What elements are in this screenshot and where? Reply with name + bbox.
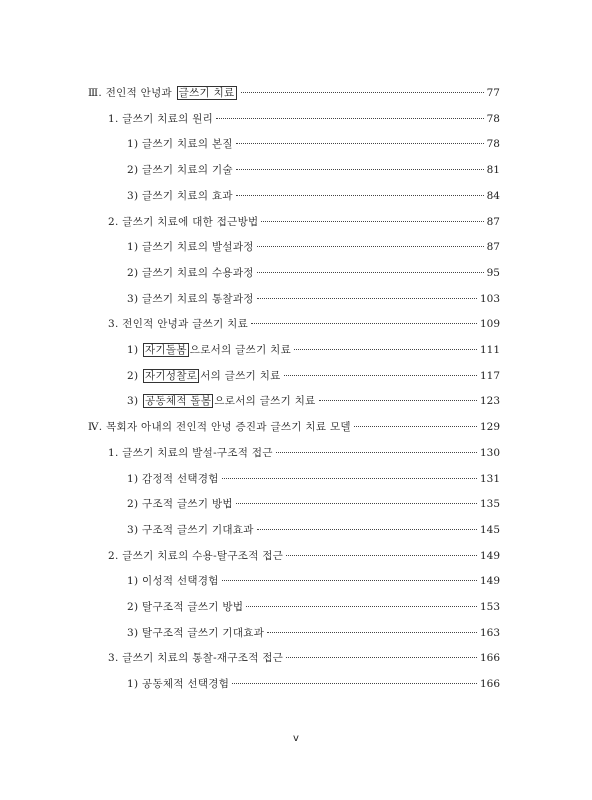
toc-entry-title bbox=[127, 189, 233, 203]
toc-entry-page-number: 109 bbox=[479, 318, 500, 330]
toc-entry-title-text: 1) 글쓰기 치료의 본질 bbox=[127, 138, 233, 150]
page-number: v bbox=[293, 733, 299, 744]
toc-entry-title-text: Ⅳ. 목회자 아내의 전인적 안녕 증진과 글쓰기 치료 모델 bbox=[88, 421, 351, 433]
toc-entry-title-text: 1) 감정적 선택경험 bbox=[127, 473, 219, 485]
toc-entry-page-number: 129 bbox=[479, 421, 500, 433]
toc-entry-page-number: 135 bbox=[479, 498, 500, 510]
toc-entry-title-suffix: 서의 글쓰기 치료 bbox=[200, 370, 281, 382]
toc-entry-title-text: 2) 구조적 글쓰기 방법 bbox=[127, 498, 233, 510]
dot-leader bbox=[216, 118, 484, 119]
dot-leader bbox=[354, 426, 477, 427]
toc-entry bbox=[127, 369, 500, 383]
toc-entry-title bbox=[108, 549, 283, 563]
dot-leader bbox=[257, 298, 477, 299]
toc-entry-title bbox=[127, 600, 243, 614]
dot-leader bbox=[251, 323, 477, 324]
toc-entry-title-text: 2) 글쓰기 치료의 기술 bbox=[127, 164, 233, 176]
toc-entry-title bbox=[88, 420, 351, 434]
toc-entry-page-number: 87 bbox=[486, 241, 500, 253]
toc-entry bbox=[127, 523, 500, 537]
dot-leader bbox=[236, 169, 484, 170]
toc-entry-title bbox=[108, 215, 258, 229]
toc-entry-title-text: 3) 글쓰기 치료의 통찰과정 bbox=[127, 293, 254, 305]
toc-entry-title-text: 3) 글쓰기 치료의 효과 bbox=[127, 190, 233, 202]
dot-leader bbox=[232, 683, 477, 684]
toc-entry-title-text: 1. 글쓰기 치료의 원리 bbox=[108, 113, 214, 125]
toc-entry-title-text: 2) 글쓰기 치료의 수용과정 bbox=[127, 267, 254, 279]
toc-entry-page-number: 163 bbox=[479, 627, 500, 639]
toc-entry-page-number: 95 bbox=[486, 267, 500, 279]
toc-entry-page-number: 131 bbox=[479, 473, 500, 485]
toc-entry-page-number: 166 bbox=[479, 678, 500, 690]
toc-entry-title bbox=[127, 497, 233, 511]
toc-entry bbox=[108, 112, 500, 126]
toc-entry-title bbox=[127, 266, 254, 280]
toc-entry bbox=[127, 343, 500, 357]
toc-entry-page-number: 117 bbox=[479, 370, 500, 382]
toc-entry bbox=[108, 317, 500, 331]
toc-entry bbox=[108, 549, 500, 563]
toc-entry-title bbox=[108, 112, 213, 126]
toc-entry-page-number: 77 bbox=[486, 87, 500, 99]
toc-entry bbox=[127, 677, 500, 691]
toc-entry-page-number: 87 bbox=[486, 216, 500, 228]
toc-entry bbox=[127, 240, 500, 254]
toc-entry-title-text: 3) bbox=[127, 395, 143, 407]
toc-entry-title-text: Ⅲ. 전인적 안녕과 bbox=[88, 87, 176, 99]
toc-entry-page-number: 123 bbox=[479, 395, 500, 407]
toc-entry-title-text: 1. 글쓰기 치료의 발설-구조적 접근 bbox=[108, 447, 273, 459]
toc-entry-title-text: 3. 전인적 안녕과 글쓰기 치료 bbox=[108, 318, 249, 330]
toc-entry bbox=[127, 626, 500, 640]
dot-leader bbox=[261, 221, 483, 222]
toc-entry bbox=[88, 420, 500, 434]
dot-leader bbox=[236, 143, 484, 144]
toc-entry-page-number: 153 bbox=[479, 601, 500, 613]
toc-entry bbox=[108, 651, 500, 665]
toc-entry bbox=[127, 292, 500, 306]
toc-entry-title bbox=[127, 343, 291, 357]
toc-entry-title-text: 1) 이성적 선택경험 bbox=[127, 575, 219, 587]
toc-entry-title bbox=[127, 677, 229, 691]
toc-entry-boxed-text: 자기성찰로 bbox=[145, 370, 198, 382]
toc-entry-boxed-text: 글쓰기 치료 bbox=[178, 87, 235, 99]
dot-leader bbox=[286, 657, 477, 658]
toc-entry bbox=[127, 497, 500, 511]
toc-entry-title-text: 2) 탈구조적 글쓰기 방법 bbox=[127, 601, 244, 613]
dot-leader bbox=[294, 349, 477, 350]
toc-entry bbox=[108, 446, 500, 460]
toc-entry bbox=[127, 600, 500, 614]
toc-entry-page-number: 149 bbox=[479, 550, 500, 562]
toc-entry bbox=[127, 472, 500, 486]
toc-entry-title bbox=[108, 651, 283, 665]
dot-leader bbox=[257, 529, 477, 530]
toc-entry-title-text: 2) bbox=[127, 370, 143, 382]
toc-entry-title bbox=[127, 137, 233, 151]
toc-entry-title-suffix: 으로서의 글쓰기 치료 bbox=[189, 344, 292, 356]
toc-entry-title bbox=[127, 394, 316, 408]
dot-leader bbox=[286, 555, 477, 556]
toc-entry-title bbox=[88, 86, 238, 100]
dot-leader bbox=[257, 272, 484, 273]
dot-leader bbox=[284, 375, 477, 376]
toc-entry-title-text: 1) bbox=[127, 344, 143, 356]
dot-leader bbox=[257, 246, 484, 247]
toc-entry-page-number: 78 bbox=[486, 113, 500, 125]
toc-entry bbox=[127, 189, 500, 203]
toc-entry bbox=[127, 163, 500, 177]
dot-leader bbox=[267, 632, 477, 633]
toc-entry-page-number: 78 bbox=[486, 138, 500, 150]
dot-leader bbox=[236, 195, 484, 196]
toc-entry-title bbox=[127, 292, 254, 306]
toc-entry-title bbox=[108, 446, 273, 460]
toc-entry bbox=[88, 86, 500, 100]
toc-entry-title-suffix: 으로서의 글쓰기 치료 bbox=[214, 395, 316, 407]
toc-entry-boxed-text: 공동체적 돌봄 bbox=[145, 395, 212, 407]
toc-entry-title bbox=[127, 240, 254, 254]
toc-entry-page-number: 166 bbox=[479, 652, 500, 664]
toc-entry-title bbox=[127, 574, 219, 588]
dot-leader bbox=[319, 400, 477, 401]
toc-entry-title bbox=[127, 626, 264, 640]
toc-entry-title-text: 3) 구조적 글쓰기 기대효과 bbox=[127, 524, 254, 536]
toc-entry bbox=[108, 215, 500, 229]
toc-entry-page-number: 111 bbox=[479, 344, 500, 356]
toc-entry-title-text: 2. 글쓰기 치료에 대한 접근방법 bbox=[108, 216, 259, 228]
toc-entry-title bbox=[127, 163, 233, 177]
toc-entry-page-number: 130 bbox=[479, 447, 500, 459]
toc-entry-title bbox=[108, 317, 248, 331]
toc-entry-title-text: 1) 글쓰기 치료의 발설과정 bbox=[127, 241, 254, 253]
toc-entry-page-number: 84 bbox=[486, 190, 500, 202]
toc-entry bbox=[127, 394, 500, 408]
toc-entry-title-text: 3. 글쓰기 치료의 통찰-재구조적 접근 bbox=[108, 652, 284, 664]
toc-entry-title-text: 3) 탈구조적 글쓰기 기대효과 bbox=[127, 627, 265, 639]
toc-entry-title bbox=[127, 369, 281, 383]
toc-entry-page-number: 149 bbox=[479, 575, 500, 587]
toc-entry bbox=[127, 266, 500, 280]
dot-leader bbox=[276, 452, 477, 453]
dot-leader bbox=[241, 92, 484, 93]
dot-leader bbox=[222, 478, 477, 479]
dot-leader bbox=[246, 606, 477, 607]
dot-leader bbox=[222, 580, 477, 581]
toc-entry-title bbox=[127, 472, 219, 486]
toc-entry-boxed-text: 자기돌봄 bbox=[145, 344, 187, 356]
toc-entry-page-number: 103 bbox=[479, 293, 500, 305]
toc-entry-page-number: 145 bbox=[479, 524, 500, 536]
toc-entry-title-text: 1) 공동체적 선택경험 bbox=[127, 678, 230, 690]
dot-leader bbox=[236, 503, 477, 504]
toc-entry-page-number: 81 bbox=[486, 164, 500, 176]
toc-entry-title-text: 2. 글쓰기 치료의 수용-탈구조적 접근 bbox=[108, 550, 284, 562]
toc-entry bbox=[127, 574, 500, 588]
toc-entry-title bbox=[127, 523, 254, 537]
toc-entry bbox=[127, 137, 500, 151]
